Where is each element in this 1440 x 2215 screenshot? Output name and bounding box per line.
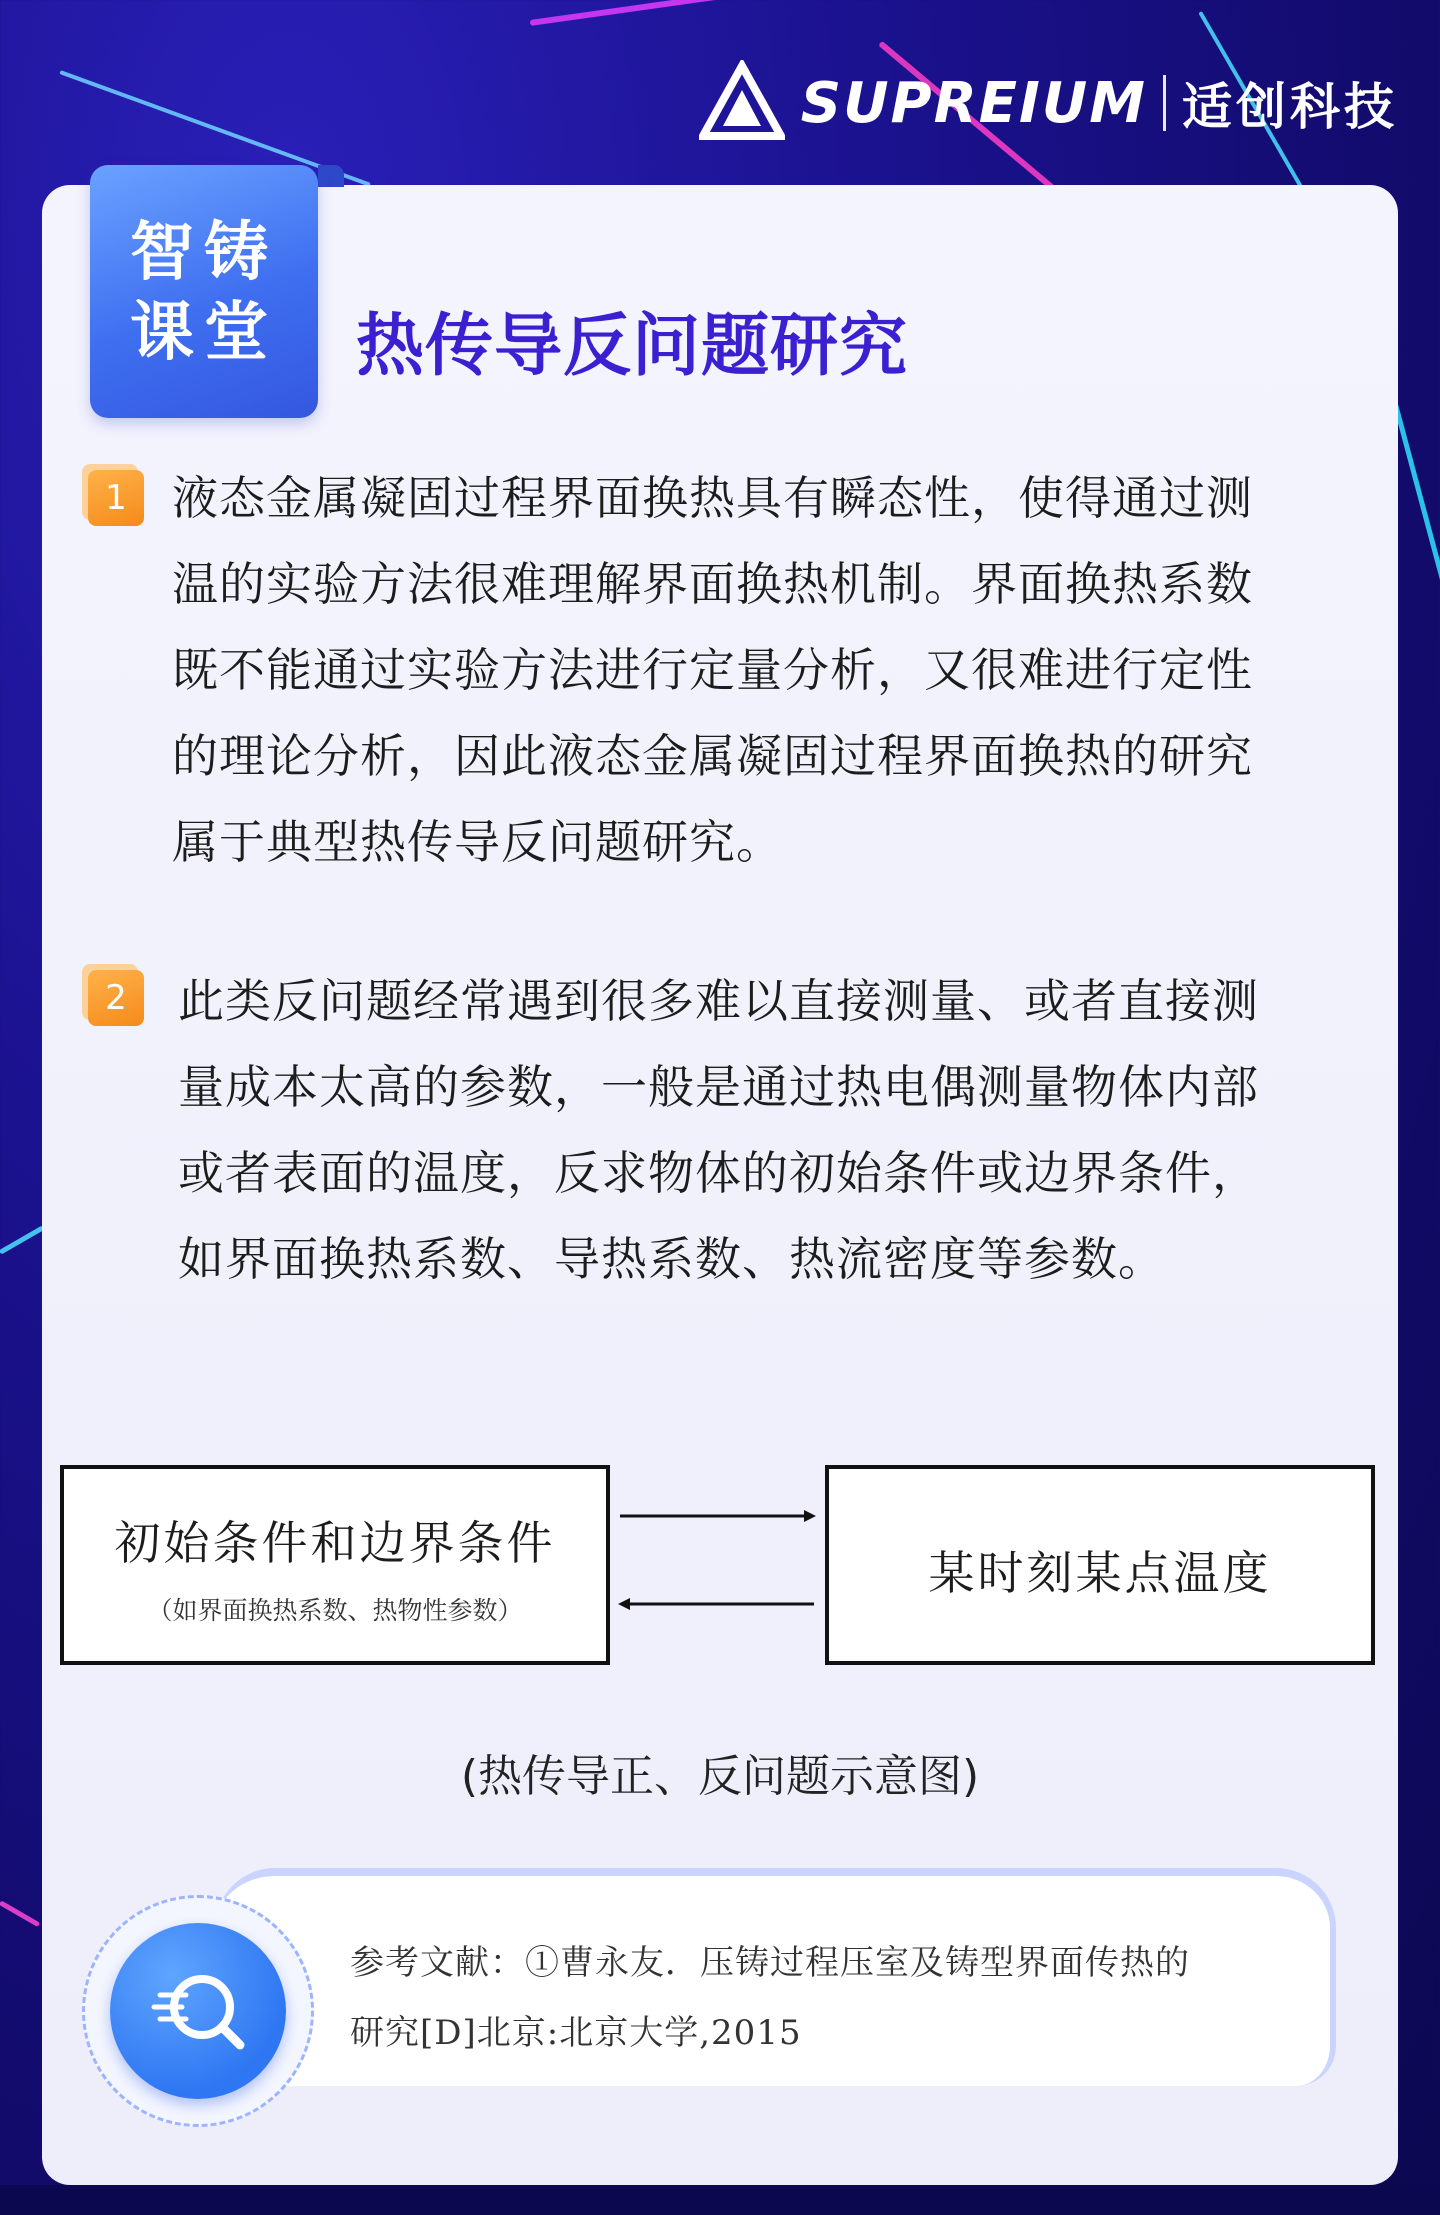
temperature-box [825, 1465, 1375, 1665]
text-line: 既不能通过实验方法进行定量分析，又很难进行定性 [172, 643, 1253, 697]
brand-name: SUPREIUM [800, 70, 1147, 136]
conditions-sublabel: （如界面换热系数、热物性参数） [147, 1596, 523, 1625]
section-number-2: 2 [88, 970, 144, 1026]
conditions-box [60, 1465, 610, 1665]
text-line: 液态金属凝固过程界面换热具有瞬态性，使得通过测 [172, 471, 1253, 525]
badge-fold [318, 165, 344, 187]
text-line: 或者表面的温度，反求物体的初始条件或边界条件， [178, 1146, 1259, 1200]
page-title: 热传导反问题研究 [356, 307, 909, 386]
brand-name-cn: 适创科技 [1182, 78, 1398, 136]
section-number-1: 1 [88, 470, 144, 526]
diagram-caption: (热传导正、反问题示意图) [460, 1751, 980, 1802]
search-icon [110, 1923, 286, 2099]
brand-logo [699, 60, 1398, 146]
text-line: 量成本太高的参数，一般是通过热电偶测量物体内部 [178, 1060, 1259, 1114]
temperature-label: 某时刻某点温度 [928, 1546, 1272, 1600]
text-line: 如界面换热系数、导热系数、热流密度等参数。 [178, 1232, 1165, 1286]
text-line: 温的实验方法很难理解界面换热机制。界面换热系数 [172, 557, 1253, 611]
section-2-text [178, 958, 1259, 1302]
badge-line-2: 课堂 [130, 296, 278, 370]
text-line: 的理论分析，因此液态金属凝固过程界面换热的研究 [172, 729, 1253, 783]
classroom-badge [90, 165, 318, 418]
section-1-text [172, 455, 1253, 885]
bottom-bar [0, 2185, 1440, 2215]
supreium-logo-icon [699, 60, 785, 146]
logo-divider [1163, 75, 1166, 131]
direction-arrows [612, 1500, 824, 1620]
conditions-label: 初始条件和边界条件 [114, 1516, 556, 1570]
reference-line-2: 研究[D]北京:北京大学,2015 [350, 2013, 802, 2053]
reference-line-1: 参考文献：①曹永友．压铸过程压室及铸型界面传热的 [350, 1943, 1190, 1983]
text-line: 属于典型热传导反问题研究。 [172, 815, 783, 869]
badge-line-1: 智铸 [130, 216, 278, 290]
text-line: 此类反问题经常遇到很多难以直接测量、或者直接测 [178, 974, 1259, 1028]
